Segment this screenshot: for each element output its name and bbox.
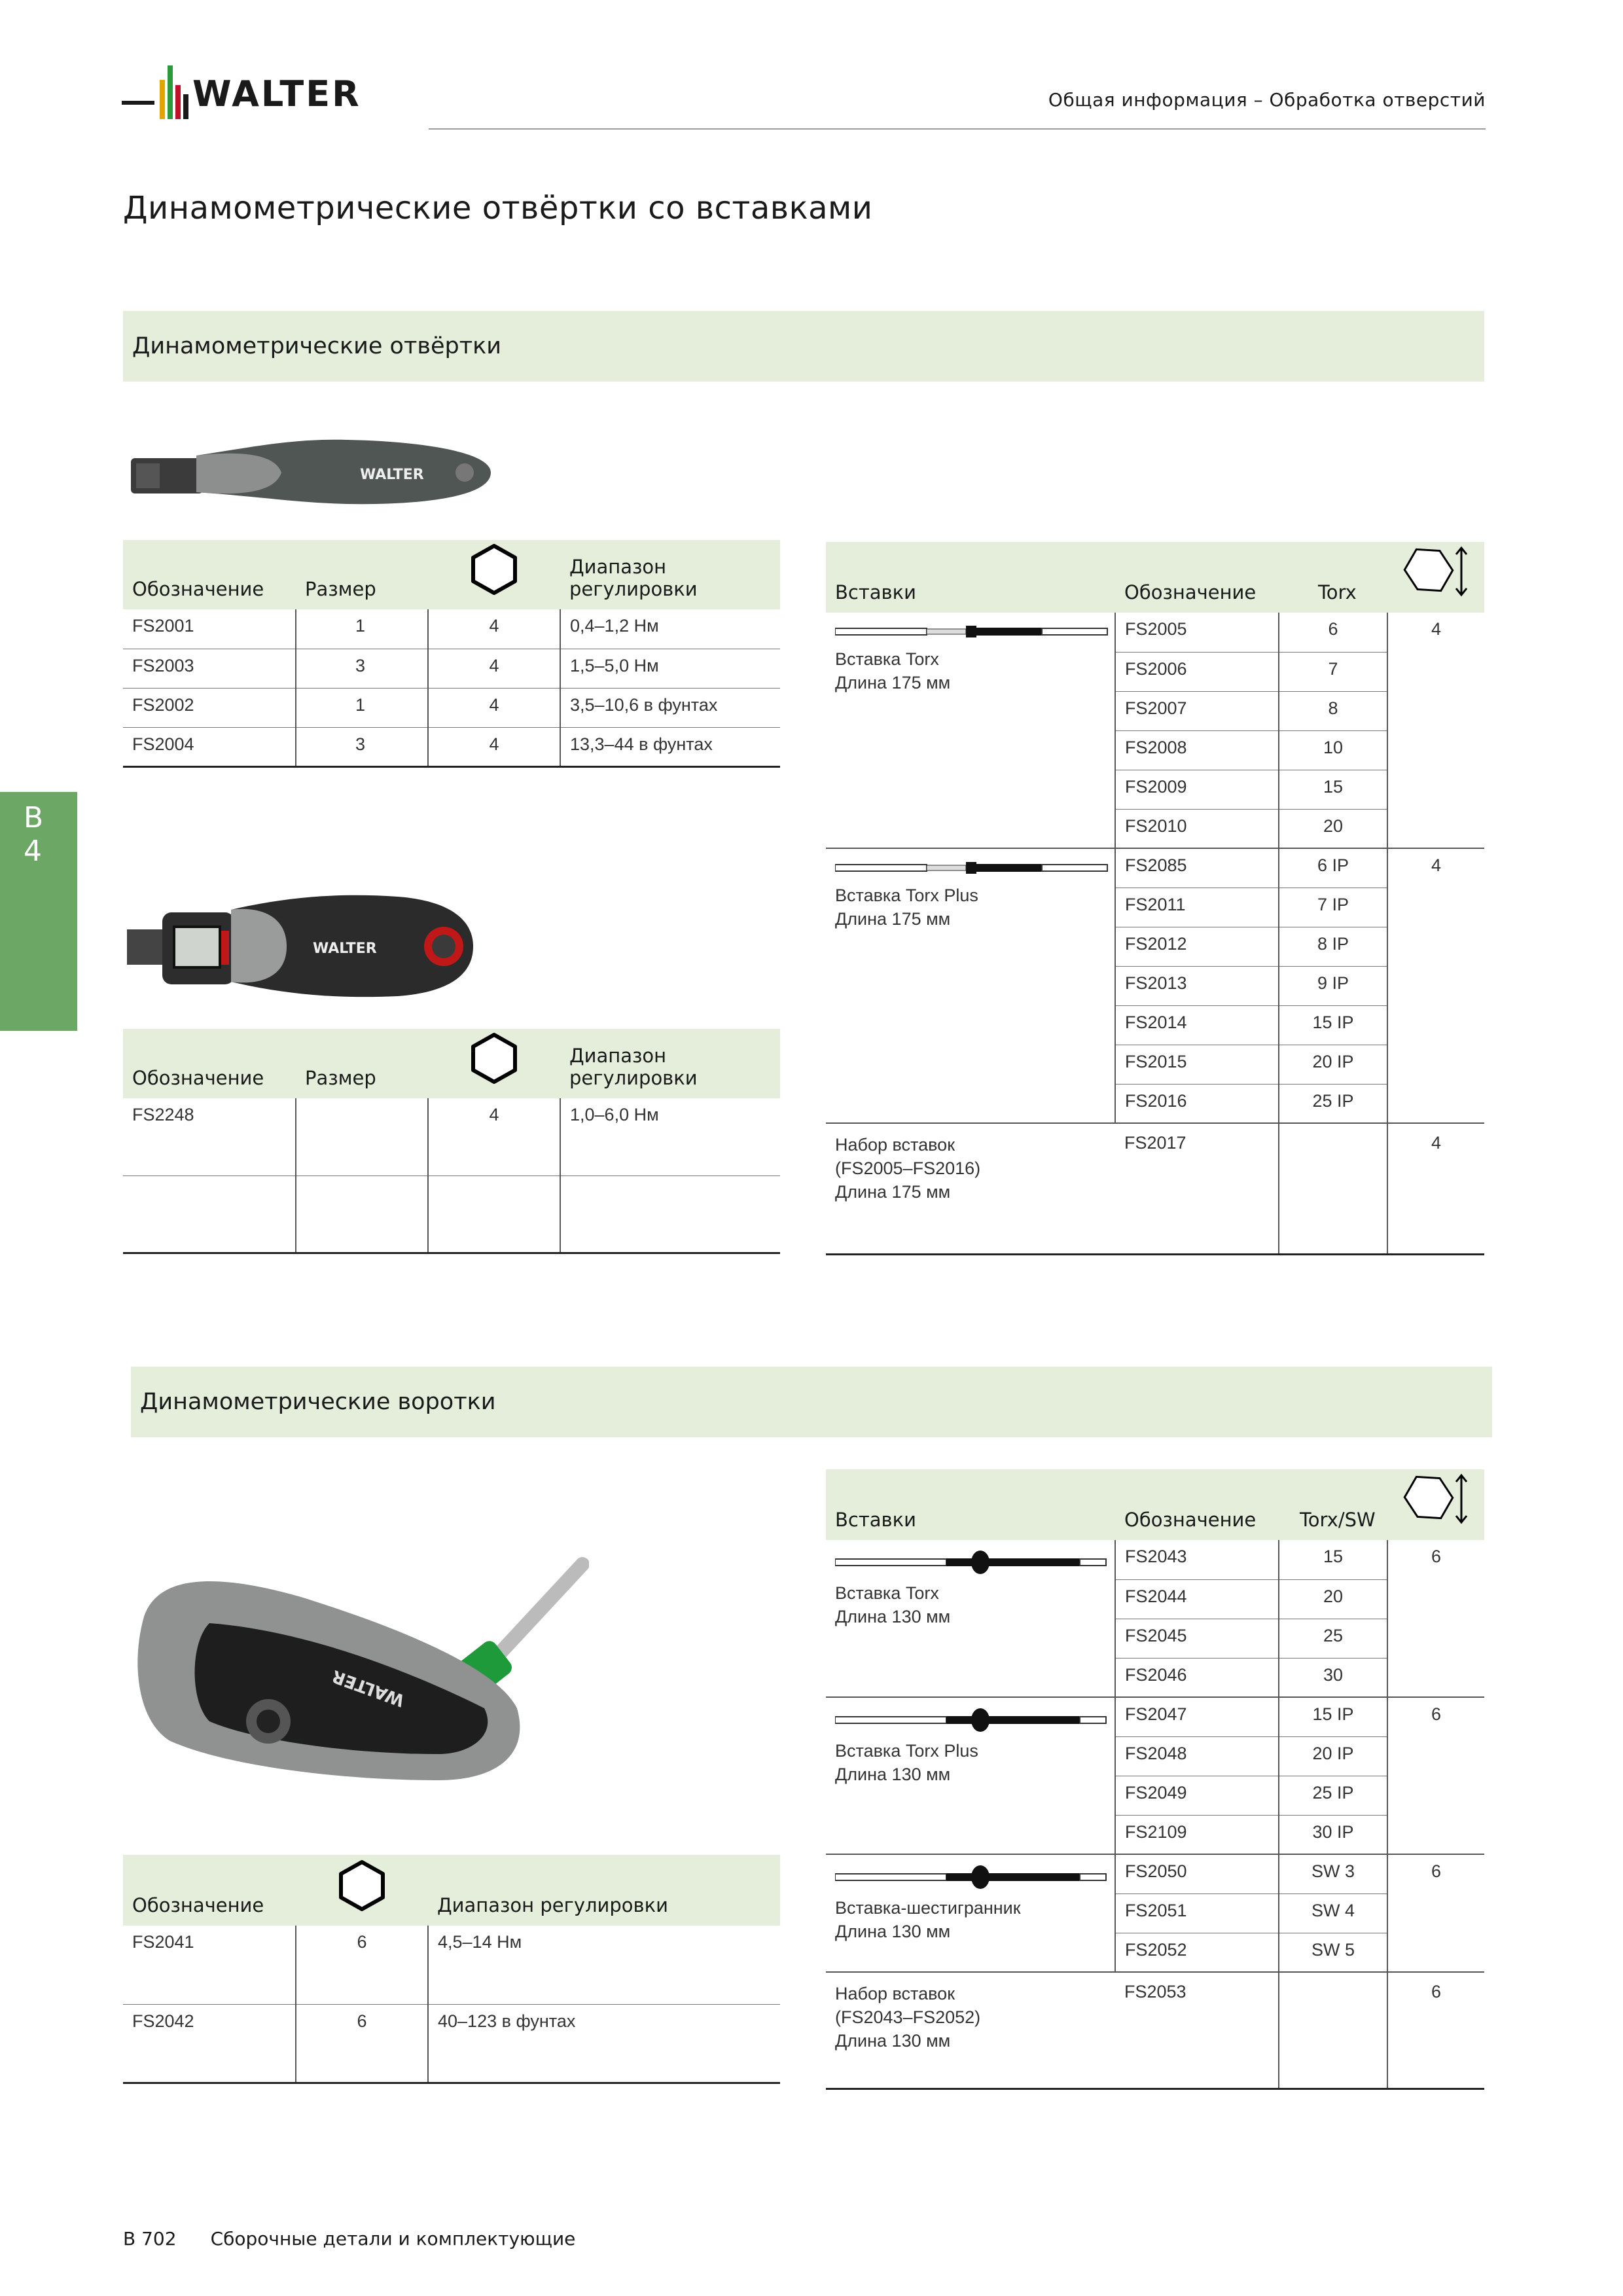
inserts-table-2 xyxy=(826,1469,1484,2090)
table-row: FS2008 10 xyxy=(826,730,1484,770)
chapter-tab[interactable]: B 4 xyxy=(0,792,77,1031)
torx-plus-bit-image xyxy=(835,858,1110,878)
table-row: FS2051 SW 4 xyxy=(826,1893,1484,1933)
table-row: FS2109 30 IP xyxy=(826,1815,1484,1854)
header-divider xyxy=(429,128,1486,130)
walter-logo xyxy=(122,60,403,132)
table-row xyxy=(123,1175,780,1253)
table-row: FS2010 20 xyxy=(826,809,1484,848)
page-title: Динамометрические отвёртки со вставками xyxy=(123,190,873,226)
col-size: Размер xyxy=(296,540,428,609)
table-row: FS2046 30 xyxy=(826,1658,1484,1697)
col-designation: Обозначение xyxy=(123,1029,296,1098)
hex-icon xyxy=(296,1855,428,1926)
inserts-table-1 xyxy=(826,542,1484,1255)
torx-bit-image xyxy=(835,1549,1110,1575)
section1-title: Динамометрические отвёртки xyxy=(132,333,501,359)
screwdriver-table-2 xyxy=(123,1029,780,1254)
table-row: FS2042 6 40–123 в фунтах xyxy=(123,2004,780,2083)
hex-arrows-icon xyxy=(1387,1469,1484,1540)
col-torx-sw: Torx/SW xyxy=(1279,1469,1387,1540)
digital-torque-screwdriver-image xyxy=(123,890,476,1001)
torx-bit-image xyxy=(835,622,1110,641)
section2-title: Динамометрические воротки xyxy=(140,1389,496,1415)
table-row: Набор вставок (FS2005–FS2016) Длина 175 мм FS2017 4 xyxy=(826,1123,1484,1254)
torque-screwdriver-image xyxy=(124,432,497,511)
table-row: FS2004 3 4 13,3–44 в фунтах xyxy=(123,727,780,766)
logo-text: WALTER xyxy=(192,73,361,115)
table-row: FS2006 7 xyxy=(826,652,1484,691)
svg-text:WALTER: WALTER xyxy=(313,941,377,957)
insert-group-torx: Вставка Torx Длина 175 мм xyxy=(826,613,1115,848)
insert-group-torx-plus: Вставка Torx Plus Длина 175 мм xyxy=(826,848,1115,1123)
page-footer xyxy=(123,2228,575,2250)
table-row: FS2045 25 xyxy=(826,1619,1484,1658)
col-inserts: Вставки xyxy=(826,542,1115,613)
t-handle-wrench-image xyxy=(131,1545,589,1826)
table-row: FS2248 4 1,0–6,0 Нм xyxy=(123,1098,780,1175)
header-section: Общая информация – Обработка отверстий xyxy=(1048,89,1486,111)
insert-group-torx: Вставка Torx Длина 130 мм xyxy=(826,1540,1115,1697)
page-number: B 702 xyxy=(123,2228,177,2250)
table-row: FS2007 8 xyxy=(826,691,1484,730)
table-row: FS2015 20 IP xyxy=(826,1045,1484,1084)
col-designation: Обозначение xyxy=(123,540,296,609)
table-row: Набор вставок (FS2043–FS2052) Длина 130 мм FS2053 6 xyxy=(826,1972,1484,2089)
table-row: FS2016 25 IP xyxy=(826,1084,1484,1123)
col-size: Размер xyxy=(296,1029,428,1098)
col-range: Диапазон регулировки xyxy=(428,1855,780,1926)
table-row: FS2003 3 4 1,5–5,0 Нм xyxy=(123,649,780,688)
col-torx: Torx xyxy=(1279,542,1387,613)
table-row: FS2009 15 xyxy=(826,770,1484,809)
col-designation: Обозначение xyxy=(1115,1469,1279,1540)
col-inserts: Вставки xyxy=(826,1469,1115,1540)
section1-band xyxy=(123,311,1484,382)
hex-arrows-icon xyxy=(1387,542,1484,613)
insert-group-torx-plus: Вставка Torx Plus Длина 130 мм xyxy=(826,1697,1115,1854)
torx-plus-bit-image xyxy=(835,1707,1110,1733)
table-row: FS2048 20 IP xyxy=(826,1736,1484,1776)
hex-icon xyxy=(428,1029,560,1098)
col-range: Диапазон регулировки xyxy=(560,1029,780,1098)
col-range: Диапазон регулировки xyxy=(560,540,780,609)
table-row: FS2049 25 IP xyxy=(826,1776,1484,1815)
table-row: FS2002 1 4 3,5–10,6 в фунтах xyxy=(123,688,780,727)
table-row: FS2052 SW 5 xyxy=(826,1933,1484,1972)
screwdriver-table-1 xyxy=(123,540,780,768)
table-row: FS2014 15 IP xyxy=(826,1005,1484,1045)
table-row: Вставка Torx Plus Длина 175 мм FS2085 6 IP 4 xyxy=(826,848,1484,888)
table-row: Вставка-шестигранник Длина 130 мм FS2050 SW 3 6 xyxy=(826,1854,1484,1893)
table-row: Вставка Torx Длина 130 мм FS2043 15 6 xyxy=(826,1540,1484,1579)
footer-caption: Сборочные детали и комплектующие xyxy=(210,2228,576,2250)
table-row: FS2012 8 IP xyxy=(826,927,1484,966)
section2-band xyxy=(131,1367,1492,1437)
svg-text:WALTER: WALTER xyxy=(360,467,424,483)
t-handle-table xyxy=(123,1855,780,2084)
hex-bit-image xyxy=(835,1864,1110,1890)
insert-group-hex: Вставка-шестигранник Длина 130 мм xyxy=(826,1854,1115,1972)
table-row: FS2011 7 IP xyxy=(826,888,1484,927)
hex-icon xyxy=(428,540,560,609)
col-designation: Обозначение xyxy=(1115,542,1279,613)
table-row: Вставка Torx Plus Длина 130 мм FS2047 15 IP 6 xyxy=(826,1697,1484,1736)
insert-set: Набор вставок (FS2005–FS2016) Длина 175 мм xyxy=(826,1123,1115,1254)
table-row: FS2001 1 4 0,4–1,2 Нм xyxy=(123,609,780,649)
insert-set: Набор вставок (FS2043–FS2052) Длина 130 мм xyxy=(826,1972,1115,2089)
table-row: FS2013 9 IP xyxy=(826,966,1484,1005)
table-row: FS2041 6 4,5–14 Нм xyxy=(123,1926,780,2004)
table-row: Вставка Torx Длина 175 мм FS2005 6 4 xyxy=(826,613,1484,652)
svg-text:WALTER: WALTER xyxy=(329,1666,408,1710)
col-designation: Обозначение xyxy=(123,1855,296,1926)
table-row: FS2044 20 xyxy=(826,1579,1484,1619)
